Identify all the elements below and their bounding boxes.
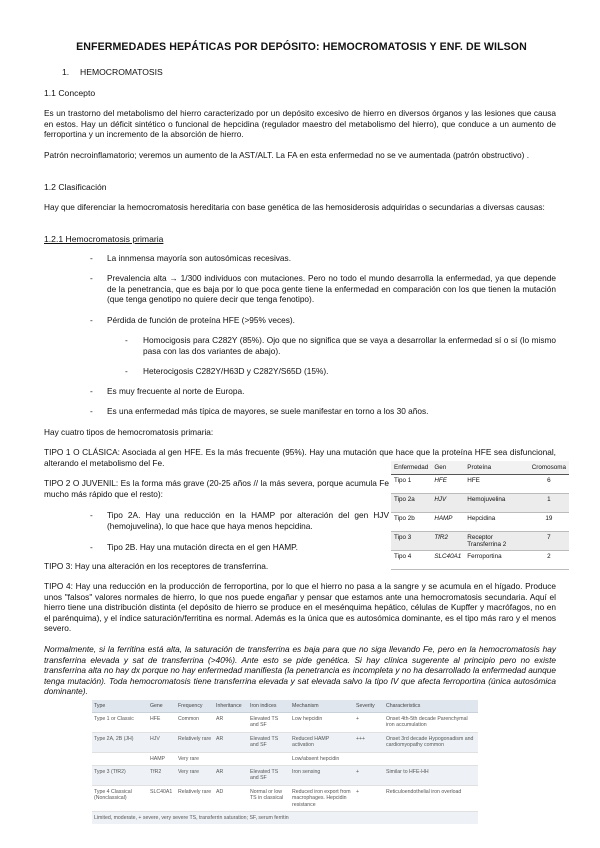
table-cell: + bbox=[354, 766, 384, 786]
bullet-autosomicas: La innmensa mayoría son autosómicas recesivas. bbox=[107, 253, 292, 263]
table-cell: HJV bbox=[148, 732, 176, 752]
header-frequency: Frequency bbox=[176, 700, 214, 713]
table-cell: Normal or low TS in classical bbox=[248, 785, 290, 811]
document-title: ENFERMEDADES HEPÁTICAS POR DEPÓSITO: HEMOCROMATOSIS Y ENF. DE WILSON bbox=[76, 41, 527, 53]
table-cell: Receptor Transferrina 2 bbox=[464, 532, 528, 551]
paragraph-tipo1: TIPO 1 O CLÁSICA: Asociada al gen HFE. Es la más frecuente (95%). Hay una mutación que hace que la proteína HFE sea disfuncional, alterando el metabolismo del Fe. bbox=[44, 447, 556, 468]
table-cell: 2 bbox=[529, 551, 569, 570]
bullet-heterocigosis: Heterocigosis C282Y/H63D y C282Y/S65D (15%). bbox=[143, 366, 329, 376]
table-cell: Reticuloendothelial iron overload bbox=[384, 785, 478, 811]
bullet-dash: - bbox=[90, 406, 93, 416]
paragraph-concepto: Es un trastorno del metabolismo del hierro caracterizado por un depósito excesivo de hierro en diversos órganos y las lesiones que causa en estos. Hay un déficit sintético o funcional de hepcidina (regulador maestro del metabolismo del hierro), que conduce a un aumento de ferroportina y un incremento de la absorción de hierro. bbox=[44, 108, 556, 140]
bullet-prevalencia: Prevalencia alta → 1/300 individuos con mutaciones. Pero no todo el mundo desarrolla la enfermedad, ya que depende de la penetrancia, que es baja por lo que poca gente tiene la enfermedad en comparación con los que tienen la mutación (que tenga genotipo no quiere decir que tenga fenotipo). bbox=[107, 273, 556, 305]
table-cell bbox=[384, 752, 478, 765]
bullet-europa: Es muy frecuente al norte de Europa. bbox=[107, 386, 245, 396]
table-cell: 1 bbox=[529, 494, 569, 513]
header-inheritance: Inheritance bbox=[214, 700, 248, 713]
table-row bbox=[391, 475, 569, 494]
table-cell: Tipo 4 bbox=[391, 551, 431, 570]
bullet-dash: - bbox=[90, 273, 93, 283]
table-row bbox=[92, 713, 478, 733]
bullet-mayores: Es una enfermedad más típica de mayores, se suele manifestar en torno a los 30 años. bbox=[107, 406, 429, 416]
table-cell: Tipo 1 bbox=[391, 475, 431, 494]
table-cell: Tipo 3 bbox=[391, 532, 431, 551]
table-cell: +++ bbox=[354, 732, 384, 752]
header-cromosoma: Cromosoma bbox=[529, 461, 569, 475]
bullet-dash: - bbox=[125, 335, 128, 345]
table-cell: Iron sensing bbox=[290, 766, 354, 786]
subsection-primaria: 1.2.1 Hemocromatosis primaria bbox=[44, 234, 164, 244]
table-cell: HAMP bbox=[431, 513, 464, 532]
table-cell: TfR2 bbox=[148, 766, 176, 786]
table-cell: 6 bbox=[529, 475, 569, 494]
table-header-row bbox=[92, 700, 478, 713]
table-cell: Hepcidina bbox=[464, 513, 528, 532]
table-cell: Relatively rare bbox=[176, 732, 214, 752]
paragraph-tipo2: TIPO 2 O JUVENIL: Es la forma más grave (20-25 años // la más severa, porque acumula Fe mucho más rápido que el resto): bbox=[44, 478, 389, 499]
paragraph-tipos-intro: Hay cuatro tipos de hemocromatosis primaria: bbox=[44, 427, 214, 437]
table-cell: + bbox=[354, 785, 384, 811]
header-severity: Severity bbox=[354, 700, 384, 713]
header-proteina: Proteína bbox=[464, 461, 528, 475]
table-cell bbox=[354, 752, 384, 765]
subsection-clasificacion: 1.2 Clasificación bbox=[44, 182, 107, 192]
table-cell: Very rare bbox=[176, 752, 214, 765]
header-type: Type bbox=[92, 700, 148, 713]
table-cell: SLC40A1 bbox=[431, 551, 464, 570]
table-cell: Onset 4th-5th decade Parenchymal iron accumulation bbox=[384, 713, 478, 733]
table-cell: Elevated TS and SF bbox=[248, 766, 290, 786]
table-row bbox=[92, 785, 478, 811]
header-gene: Gene bbox=[148, 700, 176, 713]
table-cell: HJV bbox=[431, 494, 464, 513]
table-cell: HFE bbox=[148, 713, 176, 733]
table-cell: Type 4 Classical (Nonclassical) bbox=[92, 785, 148, 811]
table-cell: Type 1 or Classic bbox=[92, 713, 148, 733]
table-cell: HFE bbox=[464, 475, 528, 494]
table-row bbox=[92, 752, 478, 765]
table-cell: Low hepcidin bbox=[290, 713, 354, 733]
bullet-homocigosis: Homocigosis para C282Y (85%). Ojo que no significa que se vaya a desarrollar la enfermedad sí o sí (lo mismo pasa con las dos variantes de abajo). bbox=[143, 335, 556, 356]
table-cell: AR bbox=[214, 732, 248, 752]
table-cell bbox=[92, 752, 148, 765]
table-footnote-row bbox=[92, 812, 478, 825]
table-header-row bbox=[391, 461, 569, 475]
table-cell bbox=[248, 752, 290, 765]
table-cell: Hemojuvelina bbox=[464, 494, 528, 513]
table-cell: TfR2 bbox=[431, 532, 464, 551]
paragraph-clasificacion: Hay que diferenciar la hemocromatosis hereditaria con base genética de las hemosiderosis adquiridas o secundarias a diversas causas: bbox=[44, 202, 545, 212]
hemochromatosis-types-table bbox=[92, 700, 478, 824]
table-cell: Similar to HFE-HH bbox=[384, 766, 478, 786]
table-row bbox=[391, 513, 569, 532]
table-cell: Tipo 2b bbox=[391, 513, 431, 532]
section-heading bbox=[62, 67, 163, 77]
table-cell: Relatively rare bbox=[176, 785, 214, 811]
section-title: HEMOCROMATOSIS bbox=[80, 67, 163, 77]
table-cell: AR bbox=[214, 766, 248, 786]
header-gen: Gen bbox=[431, 461, 464, 475]
table-cell: AR bbox=[214, 713, 248, 733]
table-cell: 19 bbox=[529, 513, 569, 532]
bullet-dash: - bbox=[125, 366, 128, 376]
bullet-tipo2a: Tipo 2A. Hay una reducción en la HAMP por alteración del gen HJV (hemojuvelina), lo que hace que haya menos hepcidina. bbox=[107, 510, 389, 531]
paragraph-tipo3: TIPO 3: Hay una alteración en los receptores de transferrina. bbox=[44, 561, 269, 571]
bullet-dash: - bbox=[90, 315, 93, 325]
table-row bbox=[92, 766, 478, 786]
table-cell: Elevated TS and SF bbox=[248, 732, 290, 752]
table-cell: Elevated TS and SF bbox=[248, 713, 290, 733]
header-characteristics: Characteristics bbox=[384, 700, 478, 713]
table-cell: Reduced iron export from macrophages. Hepcidin resistance bbox=[290, 785, 354, 811]
bullet-dash: - bbox=[90, 510, 93, 520]
table-cell: + bbox=[354, 713, 384, 733]
table-cell: Type 3 (TfR2) bbox=[92, 766, 148, 786]
header-mechanism: Mechanism bbox=[290, 700, 354, 713]
bullet-hfe: Pérdida de función de proteína HFE (>95% veces). bbox=[107, 315, 295, 325]
table-row bbox=[92, 732, 478, 752]
table-cell: AD bbox=[214, 785, 248, 811]
section-number: 1. bbox=[62, 67, 70, 77]
table-row bbox=[391, 494, 569, 513]
table-row bbox=[391, 551, 569, 570]
table-cell: Ferroportina bbox=[464, 551, 528, 570]
table-row bbox=[391, 532, 569, 551]
table-cell: HFE bbox=[431, 475, 464, 494]
bullet-dash: - bbox=[90, 253, 93, 263]
paragraph-patron: Patrón necroinflamatorio; veremos un aumento de la AST/ALT. La FA en esta enfermedad no se ve aumentada (patrón obstructivo) . bbox=[44, 150, 530, 160]
table-footnote: Limited, moderate, + severe, very severe TS, transferrin saturation; SF, serum ferritin bbox=[92, 812, 478, 825]
paragraph-italic-note: Normalmente, si la ferritina está alta, la saturación de transferrina es baja para que no siga llevando Fe, pero en la hemocromatosis hay transferrina elevada y sat de transferrina (>40%). Ante esto se pide genética. Si hay clínica sugerente al principio pero no existe transferrina alta no hay dx porque no hay enfermedad manifiesta (la penetrancia es incompleta y no ha desarrollado la enfermedad aunque tenga mutación). Toda hemocromatosis tiene transferrina elevada y sat elevada salvo la tipo IV que afecta ferroportina (única autosómica dominante). bbox=[44, 644, 556, 697]
bullet-dash: - bbox=[90, 386, 93, 396]
paragraph-tipo4: TIPO 4: Hay una reducción en la producción de ferroportina, por lo que el hierro no pasa a la sangre y se acumula en el hígado. Produce unos "falsos" valores normales de hierro, lo que nos puede engañar y pensar que estamos ante una hemocromatosis secundaria. Aquí el hierro tiene una distribución distinta (el depósito de hierro se produce en el mesénquima hepático, células de Kupffer y macrófagos, no en el parénquima), y el índice saturación/ferritina es normal. Además es la única que es autosómica dominante, es el tipo más raro y el menos severo. bbox=[44, 581, 556, 634]
genetics-table bbox=[391, 461, 569, 570]
subsection-concepto: 1.1 Concepto bbox=[44, 88, 96, 98]
header-iron-indices: Iron indices bbox=[248, 700, 290, 713]
header-enfermedad: Enfermedad bbox=[391, 461, 431, 475]
table-cell: Reduced HAMP activation bbox=[290, 732, 354, 752]
table-cell: HAMP bbox=[148, 752, 176, 765]
table-cell: SLC40A1 bbox=[148, 785, 176, 811]
bullet-tipo2b: Tipo 2B. Hay una mutación directa en el gen HAMP. bbox=[107, 542, 298, 552]
table-cell: Tipo 2a bbox=[391, 494, 431, 513]
table-cell: Onset 3rd decade Hypogonadism and cardiomyopathy common bbox=[384, 732, 478, 752]
bullet-dash: - bbox=[90, 542, 93, 552]
table-cell: Low/absent hepcidin bbox=[290, 752, 354, 765]
table-cell: Common bbox=[176, 713, 214, 733]
table-cell: Type 2A, 2B (JH) bbox=[92, 732, 148, 752]
table-cell: Very rare bbox=[176, 766, 214, 786]
table-cell: 7 bbox=[529, 532, 569, 551]
table-cell bbox=[214, 752, 248, 765]
